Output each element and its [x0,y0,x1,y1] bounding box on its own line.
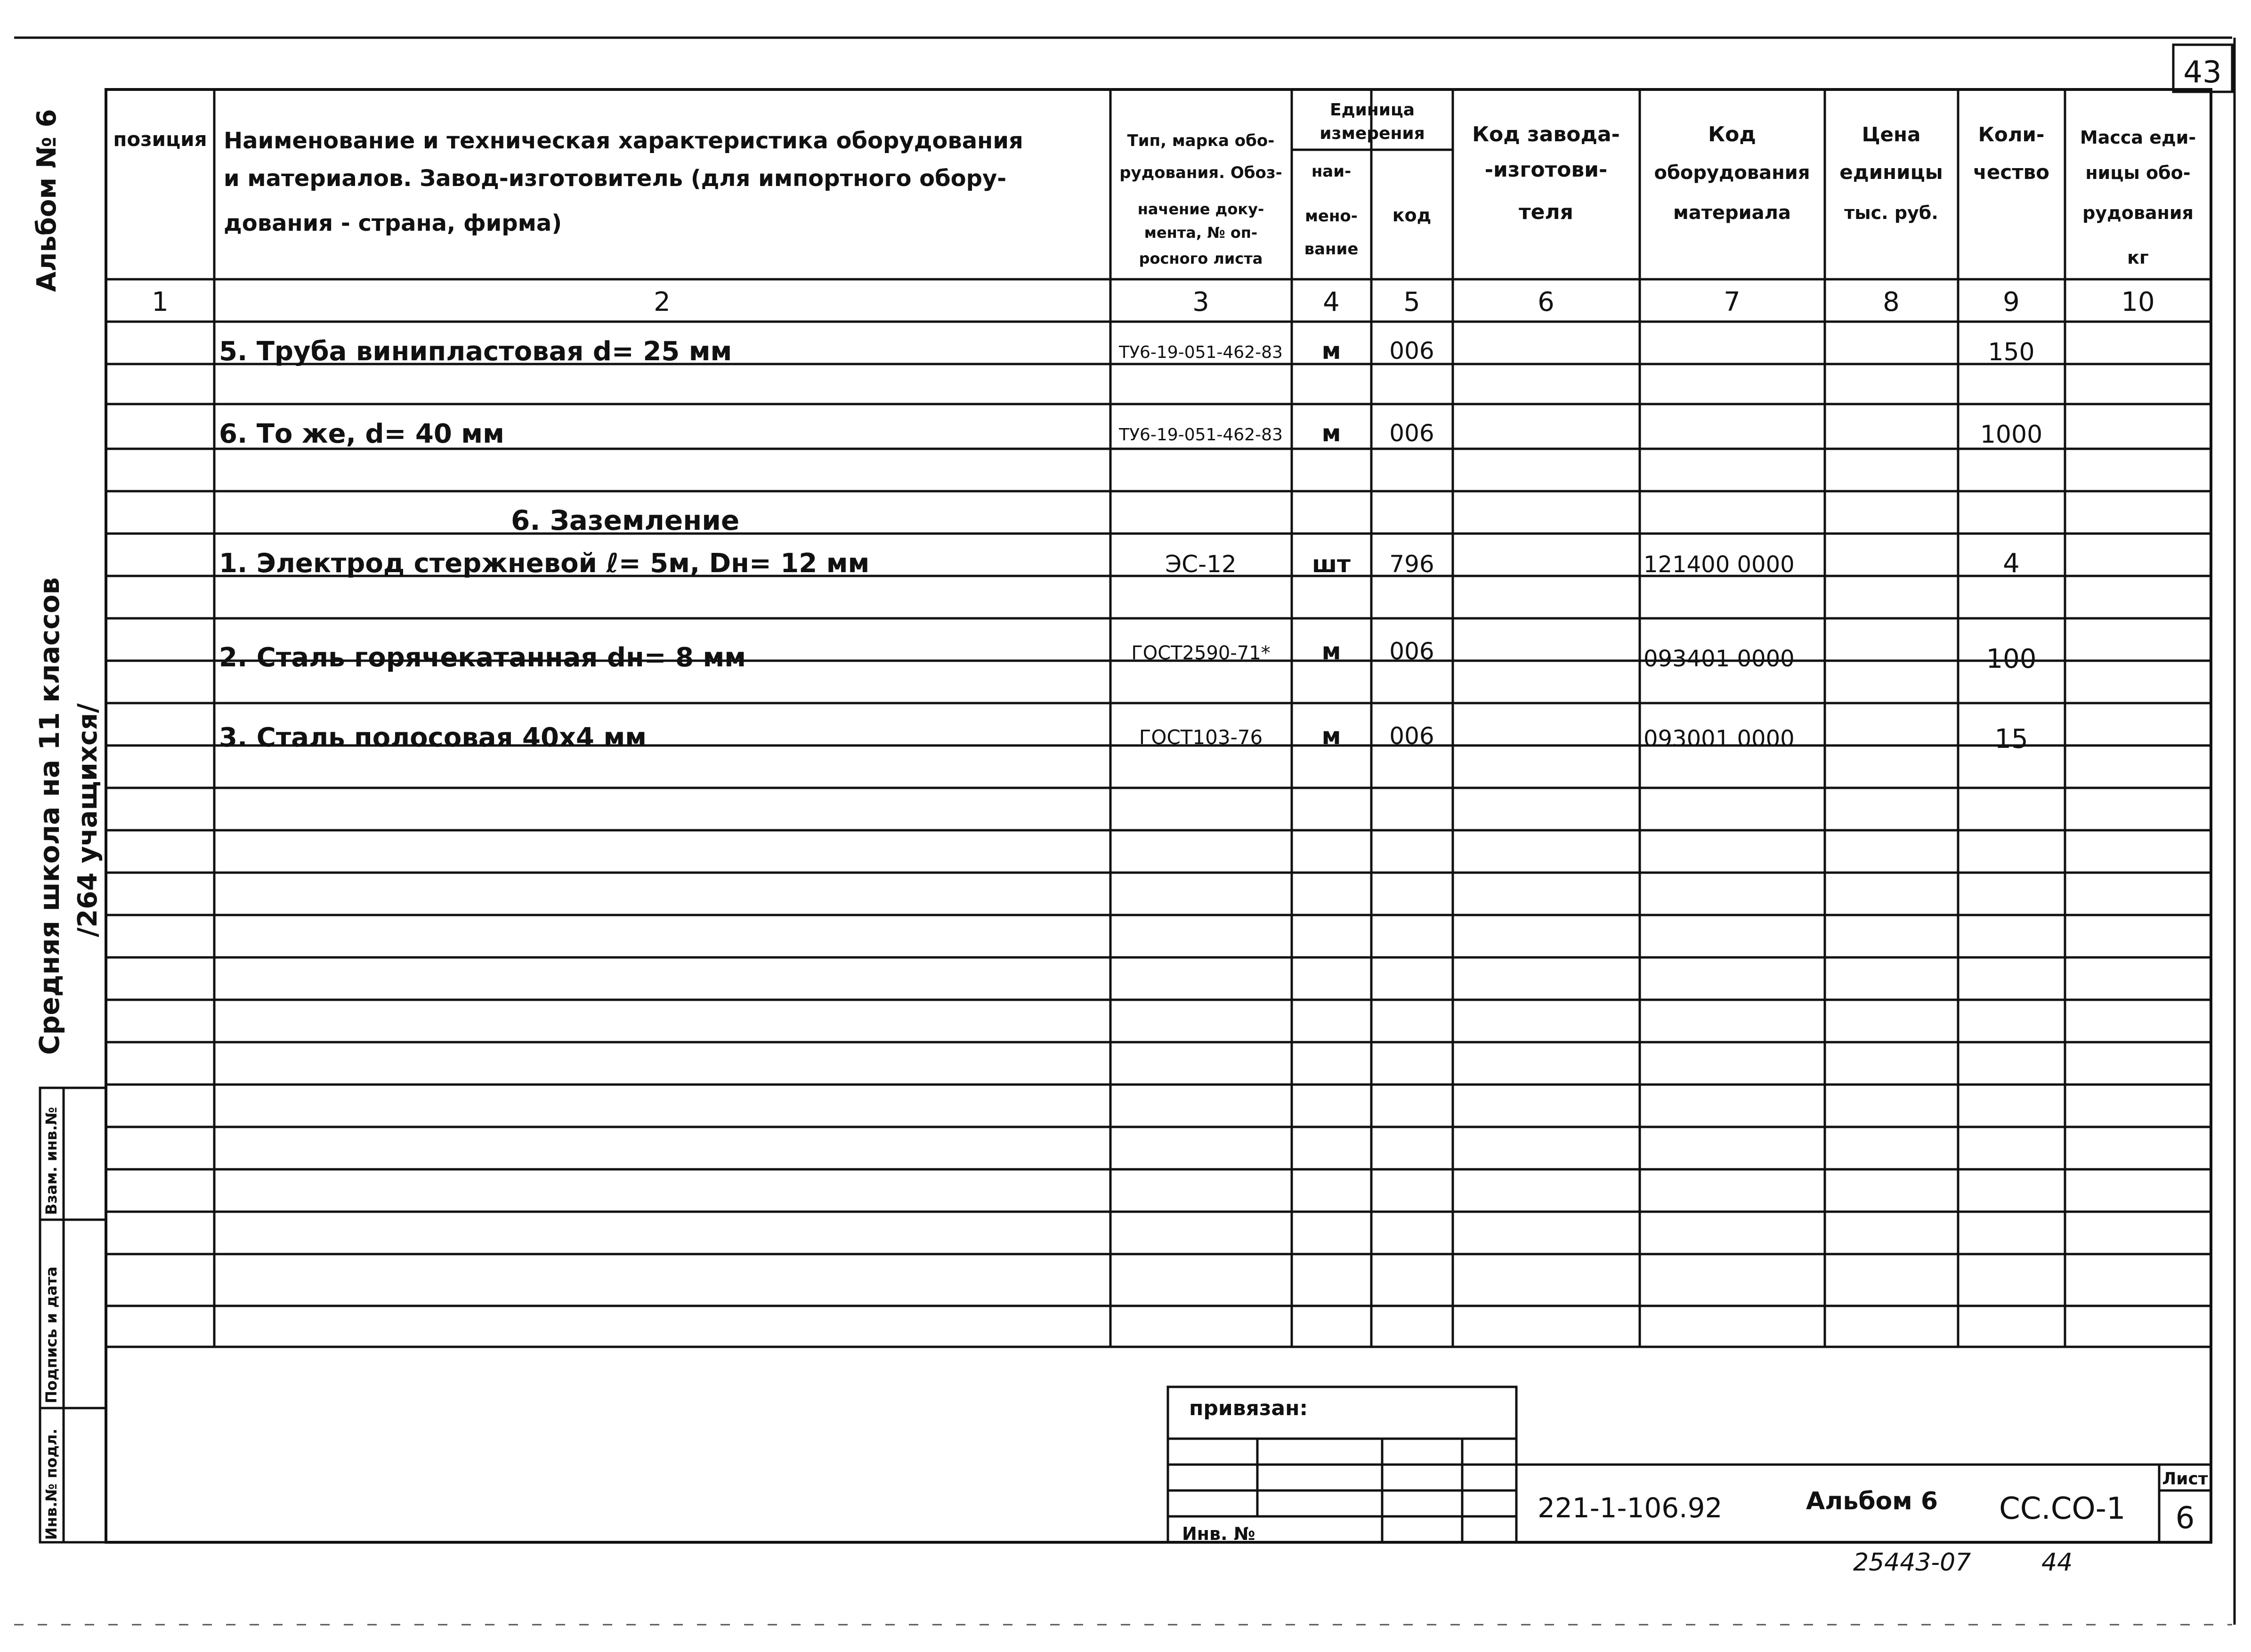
header-price-line2: единицы [1839,161,1943,184]
footer-page-ref: 44 [2041,1548,2073,1577]
item-type: ТУ6-19-051-462-83 [1119,425,1283,445]
header-unit-name-line2: мено- [1305,207,1358,226]
column-number: 8 [1883,287,1900,317]
side-album-label: Альбом № 6 [32,109,62,292]
item-material-code: 093401 0000 [1644,646,1795,672]
page-number: 43 [2183,55,2222,90]
item-unit-code: 006 [1389,722,1434,750]
header-equip-code-line2: оборудования [1654,162,1810,184]
footer-order-number: 25443-07 [1853,1548,1971,1577]
header-factory-line3: теля [1519,200,1573,224]
item-name: 6. То же, d= 40 мм [219,419,504,449]
item-name: 3. Сталь полосовая 40х4 мм [219,722,647,753]
header-equip-code-line3: материала [1673,202,1791,224]
table-row [219,638,2036,674]
stamp-designation: 221-1-106.92 [1538,1492,1723,1524]
item-quantity: 4 [2003,548,2020,579]
header-name-line2: и материалов. Завод-изготовитель (для импортного обору- [224,165,1007,192]
side-signature-date: Подпись и дата [42,1266,60,1403]
item-quantity: 1000 [1980,421,2043,449]
item-type: ЭС-12 [1165,551,1237,578]
side-inv-podl: Инв.№ подл. [42,1428,60,1540]
header-type-line1: Тип, марка обо- [1127,131,1275,150]
column-number: 10 [2121,287,2155,317]
header-qty-line2: чество [1973,161,2049,184]
item-material-code: 121400 0000 [1644,551,1795,578]
header-type-line2: рудования. Обоз- [1119,163,1282,182]
table-row [219,419,2042,449]
section-heading: 6. Заземление [511,504,740,536]
item-name: 2. Сталь горячекатанная dн= 8 мм [219,642,746,673]
header-position: позиция [113,128,207,151]
column-number: 5 [1403,287,1420,317]
side-school-line2: /264 учащихся/ [73,703,103,937]
header-unit-name-line1: наи- [1311,162,1352,181]
stamp-list-label: Лист [2162,1469,2208,1489]
item-quantity: 15 [1994,724,2028,754]
table-row [219,336,2035,367]
header-mass-line4: кг [2127,247,2149,268]
column-number: 6 [1538,287,1555,317]
table-grid [106,89,2211,1347]
item-unit: м [1321,722,1341,750]
item-unit-code: 006 [1389,420,1434,447]
item-type: ТУ6-19-051-462-83 [1119,343,1283,362]
header-factory-line1: Код завода- [1472,122,1620,146]
stamp-privyazan: привязан: [1189,1396,1308,1420]
item-unit: м [1321,420,1341,447]
column-number: 1 [152,287,169,317]
header-equip-code-line1: Код [1708,122,1756,146]
item-unit-code: 796 [1389,551,1434,578]
item-unit-code: 006 [1389,638,1434,665]
column-number: 4 [1323,287,1340,317]
header-qty-line1: Коли- [1978,123,2045,146]
item-unit: шт [1312,551,1351,578]
header-type-line4: мента, № оп- [1144,224,1258,242]
side-school-line1: Средняя школа на 11 классов [33,577,65,1055]
header-type-line5: росного листа [1139,250,1263,267]
item-name: 1. Электрод стержневой ℓ= 5м, Dн= 12 мм [219,548,870,579]
column-number: 3 [1192,287,1209,317]
header-name-line3: дования - страна, фирма) [224,210,562,236]
item-quantity: 100 [1986,644,2037,674]
stamp-sheet-code: СС.СО-1 [1999,1491,2126,1526]
header-unit-name-line3: вание [1304,240,1359,259]
item-unit: м [1321,638,1341,665]
header-mass-line3: рудования [2082,202,2194,223]
header-name-line1: Наименование и техническая характеристика оборудования [224,128,1023,154]
header-factory-line2: -изготови- [1484,158,1608,182]
column-number: 7 [1724,287,1741,317]
header-mass-line2: ницы обо- [2085,162,2191,183]
header-unit-code: код [1392,205,1432,226]
item-type: ГОСТ103-76 [1139,726,1263,749]
column-number: 9 [2003,287,2020,317]
item-type: ГОСТ2590-71* [1131,642,1271,664]
table-row [219,548,2020,579]
item-quantity: 150 [1988,338,2035,366]
table-row [219,722,2028,754]
stamp-sheet-number: 6 [2175,1501,2195,1536]
header-mass-line1: Масса еди- [2080,127,2196,148]
header-unit-line2: измерения [1320,124,1425,143]
item-name: 5. Труба винипластовая d= 25 мм [219,336,732,367]
stamp-album: Альбом 6 [1806,1487,1938,1515]
header-unit-line1: Единица [1330,100,1415,120]
side-vzam-inv: Взам. инв.№ [42,1107,60,1215]
item-material-code: 093001 0000 [1644,726,1795,752]
stamp-inv-no: Инв. № [1182,1523,1255,1544]
item-unit: м [1321,337,1341,364]
header-price-line1: Цена [1862,123,1921,146]
header-price-line3: тыс. руб. [1844,202,1938,223]
column-number: 2 [654,287,671,317]
header-type-line3: начение доку- [1137,200,1264,218]
item-unit-code: 006 [1389,337,1434,364]
